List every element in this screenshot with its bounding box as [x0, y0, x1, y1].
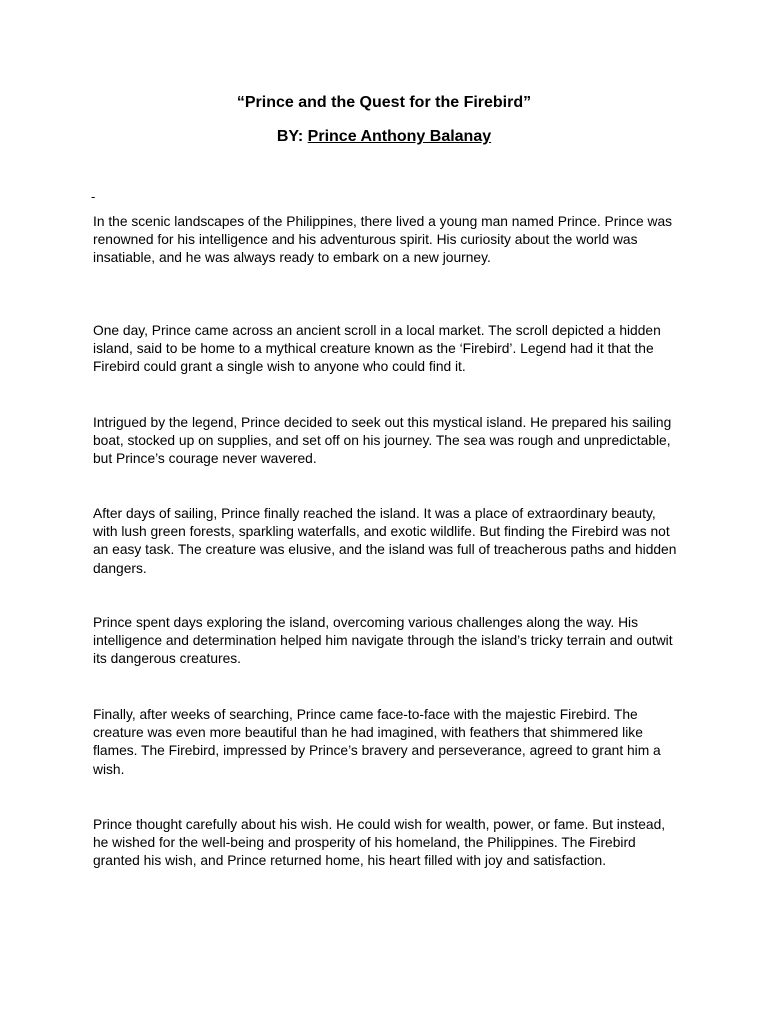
story-paragraph-6: Finally, after weeks of searching, Prince came face-to-face with the majestic Firebird. The creature was even more beautiful than he had imagined, with feathers that shimmered like flames. The Firebird, impressed by Prince’s bravery and perseverance, agreed to grant him a wish. [93, 707, 661, 777]
byline-prefix: BY: [276, 128, 308, 145]
author-name: Prince Anthony Balanay [307, 128, 492, 145]
story-paragraph-1: In the scenic landscapes of the Philippines, there lived a young man named Prince. Prince was renowned for his intelligence and his adventurous spirit. His curiosity about the world was insatiable, and he was always ready to embark on a new journey. [93, 214, 673, 266]
document-title: “Prince and the Quest for the Firebird” [236, 94, 532, 111]
story-paragraph-7: Prince thought carefully about his wish. He could wish for wealth, power, or fame. But instead, he wished for the well-being and prosperity of his homeland, the Philippines. The Firebird granted his wish, and Prince returned home, his heart filled with joy and satisfaction. [93, 817, 666, 869]
story-paragraph-5: Prince spent days exploring the island, overcoming various challenges along the way. His intelligence and determination helped him navigate through the island’s tricky terrain and outwit its dangerous creatures. [93, 615, 673, 667]
document-byline [0, 127, 768, 147]
separator-dash: - [91, 189, 96, 204]
story-paragraph-3: Intrigued by the legend, Prince decided to seek out this mystical island. He prepared his sailing boat, stocked up on supplies, and set off on his journey. The sea was rough and unpredictable, but Prince’s courage never wavered. [93, 415, 672, 467]
story-paragraph-2: One day, Prince came across an ancient scroll in a local market. The scroll depicted a hidden island, said to be home to a mythical creature known as the ‘Firebird’. Legend had it that the Firebird could grant a single wish to anyone who could find it. [93, 323, 661, 375]
story-paragraph-4: After days of sailing, Prince finally reached the island. It was a place of extraordinary beauty, with lush green forests, sparkling waterfalls, and exotic wildlife. But finding the Firebird was not an easy task. The creature was elusive, and the island was full of treacherous paths and hidden dangers. [93, 506, 677, 576]
